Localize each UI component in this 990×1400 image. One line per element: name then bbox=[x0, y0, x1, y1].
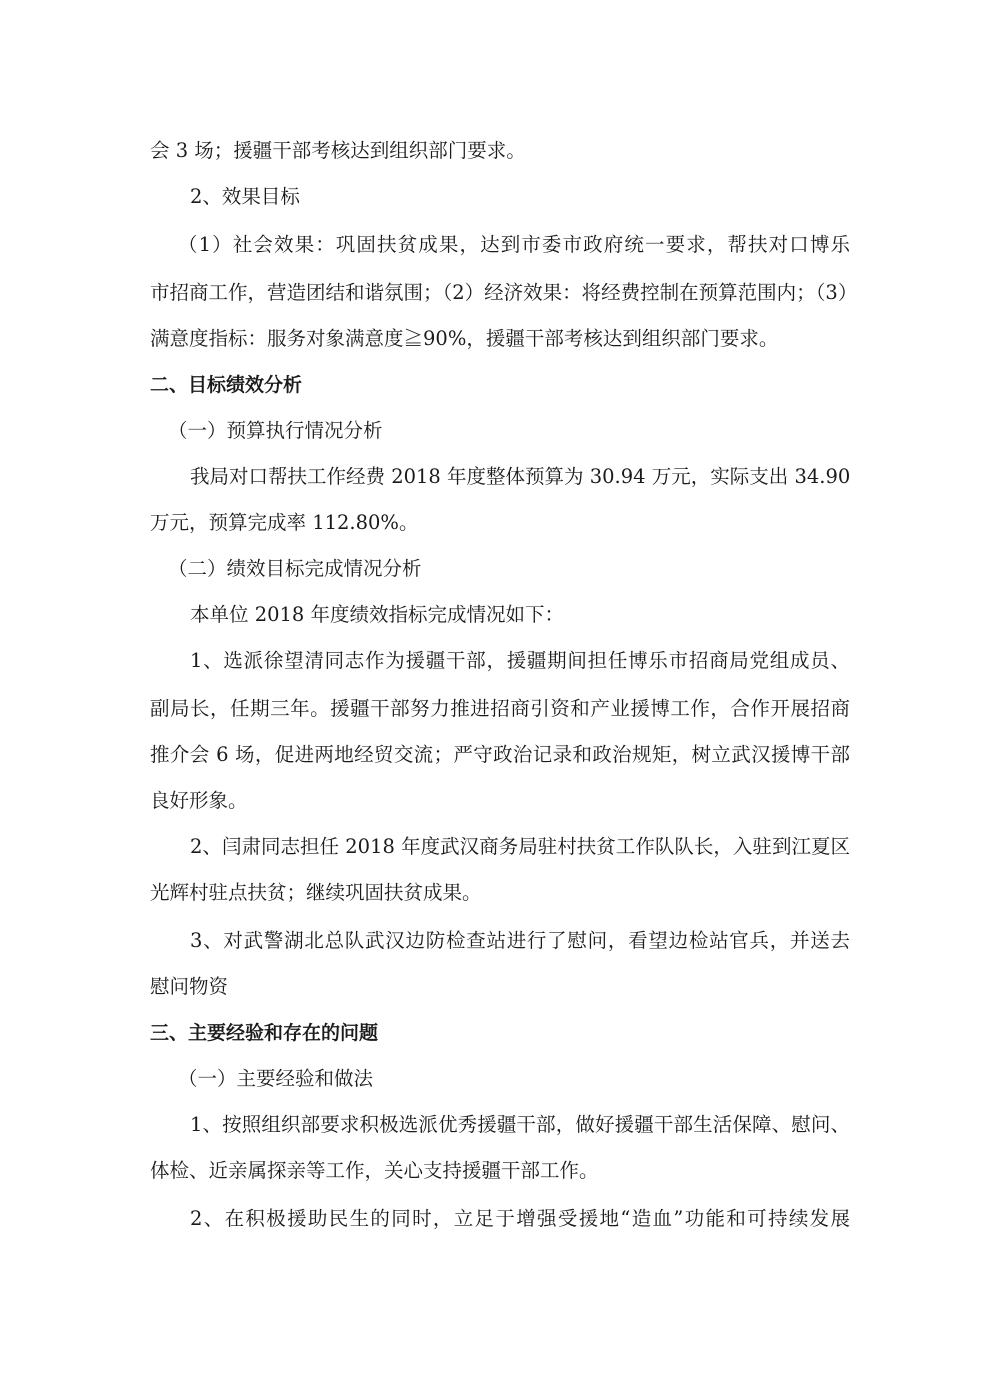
paragraph-line: 慰问物资 bbox=[150, 975, 229, 998]
paragraph-line: 满意度指标：服务对象满意度≧90%，援疆干部考核达到组织部门要求。 bbox=[150, 327, 779, 350]
paragraph-line: 我局对口帮扶工作经费 2018 年度整体预算为 30.94 万元，实际支出 34.90 bbox=[190, 465, 851, 488]
paragraph-line: 2、闫肃同志担任 2018 年度武汉商务局驻村扶贫工作队队长，入驻到江夏区 bbox=[190, 835, 850, 858]
section-subheading: （一）预算执行情况分析 bbox=[168, 419, 383, 442]
paragraph-line: 推介会 6 场，促进两地经贸交流；严守政治记录和政治规矩，树立武汉援博干部 bbox=[150, 743, 850, 766]
paragraph-line: 万元，预算完成率 112.80%。 bbox=[150, 511, 419, 534]
section-subheading: 2、效果目标 bbox=[190, 185, 300, 208]
paragraph-line: 1、按照组织部要求积极选派优秀援疆干部，做好援疆干部生活保障、慰问、 bbox=[190, 1113, 850, 1136]
paragraph-line: 3、对武警湖北总队武汉边防检查站进行了慰问，看望边检站官兵，并送去 bbox=[190, 929, 850, 952]
paragraph-line: 1、选派徐望清同志作为援疆干部，援疆期间担任博乐市招商局党组成员、 bbox=[190, 649, 850, 672]
paragraph-line: （1）社会效果：巩固扶贫成果，达到市委市政府统一要求，帮扶对口博乐 bbox=[178, 233, 850, 256]
section-heading: 三、主要经验和存在的问题 bbox=[150, 1022, 379, 1044]
paragraph-line: 体检、近亲属探亲等工作，关心支持援疆干部工作。 bbox=[150, 1159, 599, 1182]
paragraph-line: 市招商工作，营造团结和谐氛围；（2）经济效果：将经费控制在预算范围内；（3） bbox=[150, 281, 858, 304]
section-heading: 二、目标绩效分析 bbox=[150, 374, 303, 396]
paragraph-line: 副局长，任期三年。援疆干部努力推进招商引资和产业援博工作，合作开展招商 bbox=[150, 697, 850, 720]
section-subheading: （二）绩效目标完成情况分析 bbox=[168, 557, 422, 580]
paragraph-line: 会 3 场；援疆干部考核达到组织部门要求。 bbox=[150, 139, 526, 162]
paragraph-line: 2、在积极援助民生的同时，立足于增强受援地“造血”功能和可持续发展 bbox=[190, 1207, 850, 1230]
paragraph-line: 良好形象。 bbox=[150, 789, 248, 812]
paragraph-line: 本单位 2018 年度绩效指标完成情况如下： bbox=[190, 603, 565, 626]
section-subheading: （一）主要经验和做法 bbox=[178, 1067, 374, 1090]
paragraph-line: 光辉村驻点扶贫；继续巩固扶贫成果。 bbox=[150, 881, 482, 904]
